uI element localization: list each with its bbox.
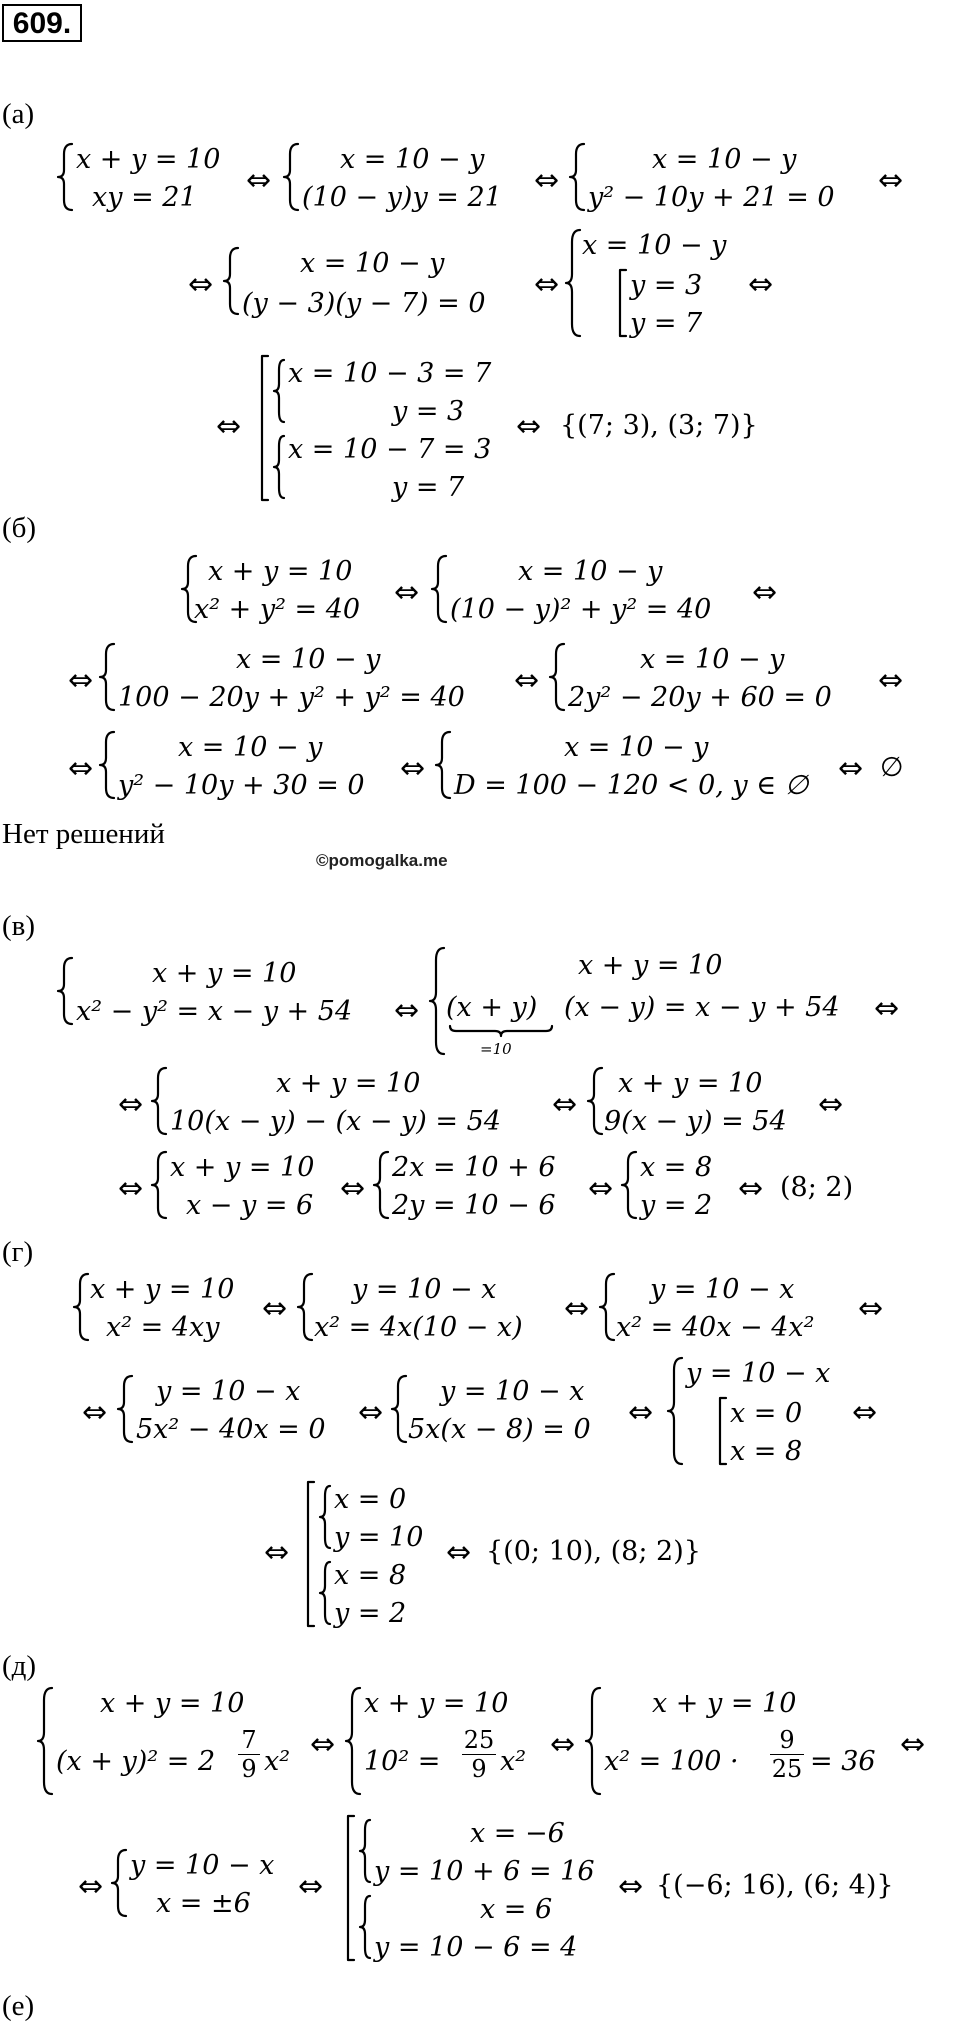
equivalence-icon: ⇔ <box>516 409 542 444</box>
part-b-label: (б) <box>2 512 37 544</box>
underbrace-label: =10 <box>480 1040 512 1058</box>
equation-line: x + y = 10 <box>618 1068 763 1099</box>
equation-line: x + y = 10 <box>76 144 221 175</box>
equivalence-icon: ⇔ <box>752 575 778 610</box>
equation-line: x = ±6 <box>156 1888 251 1919</box>
equivalence-icon: ⇔ <box>534 267 560 302</box>
equation-line: x² = 40x − 4x² <box>616 1312 815 1343</box>
equivalence-icon: ⇔ <box>394 993 420 1028</box>
equivalence-icon: ⇔ <box>818 1087 844 1122</box>
brace-icon <box>588 1066 604 1136</box>
equation-line: x + y = 10 <box>170 1152 315 1183</box>
equation-line: (x − y) = x − y + 54 <box>564 992 840 1023</box>
equation-line: x = 6 <box>480 1894 553 1925</box>
brace-icon <box>392 1374 408 1444</box>
brace-icon <box>320 1560 332 1626</box>
empty-set-answer: ∅ <box>880 752 904 783</box>
brace-icon <box>284 142 300 212</box>
equation-line: y = 3 <box>630 270 703 301</box>
brace-icon <box>432 554 448 624</box>
brace-icon <box>436 730 452 800</box>
equivalence-icon: ⇔ <box>874 991 900 1026</box>
equation-line: 2x = 10 + 6 <box>392 1152 556 1183</box>
brace-icon <box>570 142 586 212</box>
answer: (8; 2) <box>780 1172 854 1203</box>
brace-icon <box>58 956 74 1026</box>
equivalence-icon: ⇔ <box>264 1535 290 1570</box>
equation-line: y = 2 <box>334 1598 407 1629</box>
equation-line: xy = 21 <box>92 182 197 213</box>
brace-icon <box>360 1818 372 1884</box>
equation-line: x² = 4xy <box>106 1312 220 1343</box>
equation-line: x + y = 10 <box>652 1688 797 1719</box>
equation-line: y = 2 <box>640 1190 713 1221</box>
equation-line: x − y = 6 <box>186 1190 314 1221</box>
equation-line: y = 10 − x <box>156 1376 301 1407</box>
answer: {(7; 3), (3; 7)} <box>560 410 758 441</box>
brace-icon <box>274 434 286 500</box>
equation-line: x = 10 − y <box>640 644 785 675</box>
equivalence-icon: ⇔ <box>852 1395 878 1430</box>
equivalence-icon: ⇔ <box>78 1869 104 1904</box>
equation-line: 10² = <box>364 1746 441 1777</box>
equation-line: x² − y² = x − y + 54 <box>76 996 353 1027</box>
equivalence-icon: ⇔ <box>878 163 904 198</box>
equation-line: x = 8 <box>730 1436 803 1467</box>
brace-icon <box>430 946 446 1056</box>
equation-line: y = 10 − x <box>352 1274 497 1305</box>
brace-icon <box>668 1356 684 1466</box>
equation-line: y = 10 − x <box>650 1274 795 1305</box>
equation-line: y = 10 − x <box>130 1850 275 1881</box>
equivalence-icon: ⇔ <box>400 751 426 786</box>
equivalence-icon: ⇔ <box>446 1535 472 1570</box>
equation-line: x = 10 − y <box>340 144 485 175</box>
brace-icon <box>346 1686 362 1796</box>
equation-line: x² = 4x(10 − x) <box>314 1312 523 1343</box>
equation-line: x + y = 10 <box>276 1068 421 1099</box>
equivalence-icon: ⇔ <box>82 1395 108 1430</box>
equivalence-icon: ⇔ <box>858 1291 884 1326</box>
equivalence-icon: ⇔ <box>188 267 214 302</box>
equation-line: x = −6 <box>470 1818 565 1849</box>
equation-line: x = 10 − y <box>300 248 445 279</box>
equation-line: (x + y)² = 2 <box>56 1746 216 1777</box>
equation-line: (10 − y)² + y² = 40 <box>450 594 712 625</box>
brace-icon <box>58 142 74 212</box>
equivalence-icon: ⇔ <box>900 1727 926 1762</box>
equivalence-icon: ⇔ <box>534 163 560 198</box>
equivalence-icon: ⇔ <box>394 575 420 610</box>
equivalence-icon: ⇔ <box>118 1087 144 1122</box>
bracket-icon <box>346 1814 356 1962</box>
brace-icon <box>566 228 582 338</box>
equation-line: x = 10 − y <box>582 230 727 261</box>
equation-line: = 36 <box>810 1746 876 1777</box>
equation-line: x = 8 <box>334 1560 407 1591</box>
equation-line: 2y = 10 − 6 <box>392 1190 556 1221</box>
equivalence-icon: ⇔ <box>564 1291 590 1326</box>
brace-icon <box>550 642 566 712</box>
bracket-icon <box>718 1396 728 1466</box>
equivalence-icon: ⇔ <box>628 1395 654 1430</box>
equation-line: (x + y) <box>446 992 538 1023</box>
equation-line: y² − 10y + 30 = 0 <box>118 770 365 801</box>
part-e-label: (е) <box>2 1990 35 2022</box>
equivalence-icon: ⇔ <box>216 409 242 444</box>
brace-icon <box>152 1150 168 1220</box>
answer: {(−6; 16), (6; 4)} <box>656 1870 894 1901</box>
fraction: 7 9 <box>238 1728 260 1781</box>
equation-line: y = 10 − x <box>686 1358 831 1389</box>
part-d-label: (д) <box>2 1650 37 1682</box>
equation-line: x = 10 − y <box>564 732 709 763</box>
equation-line: y = 10 <box>334 1522 424 1553</box>
equation-line: x² <box>500 1746 527 1777</box>
equivalence-icon: ⇔ <box>514 663 540 698</box>
fraction: 25 9 <box>463 1726 495 1783</box>
equation-line: 5x² − 40x = 0 <box>136 1414 326 1445</box>
part-a-label: (а) <box>2 98 35 130</box>
equation-line: x + y = 10 <box>152 958 297 989</box>
equivalence-icon: ⇔ <box>358 1395 384 1430</box>
equation-line: x + y = 10 <box>100 1688 245 1719</box>
watermark: ©pomogalka.me <box>316 851 448 870</box>
equation-line: x = 0 <box>334 1484 407 1515</box>
part-g-label: (г) <box>2 1236 34 1268</box>
equation-line: x² = 100 · <box>604 1746 739 1777</box>
equivalence-icon: ⇔ <box>738 1171 764 1206</box>
equation-line: x = 10 − y <box>178 732 323 763</box>
equivalence-icon: ⇔ <box>618 1869 644 1904</box>
equivalence-icon: ⇔ <box>748 267 774 302</box>
equation-line: x + y = 10 <box>364 1688 509 1719</box>
equivalence-icon: ⇔ <box>588 1171 614 1206</box>
equation-line: 5x(x − 8) = 0 <box>408 1414 591 1445</box>
brace-icon <box>622 1150 638 1220</box>
equation-line: y = 7 <box>392 472 465 503</box>
equation-line: y = 10 − x <box>440 1376 585 1407</box>
equation-line: x + y = 10 <box>208 556 353 587</box>
equation-line: 10(x − y) − (x − y) = 54 <box>170 1106 501 1137</box>
equivalence-icon: ⇔ <box>262 1291 288 1326</box>
brace-icon <box>274 358 286 424</box>
equation-line: 100 − 20y + y² + y² = 40 <box>118 682 465 713</box>
bracket-icon <box>306 1480 316 1628</box>
equation-line: x = 10 − 7 = 3 <box>288 434 492 465</box>
fraction: 9 25 <box>771 1726 803 1783</box>
equivalence-icon: ⇔ <box>340 1171 366 1206</box>
equivalence-icon: ⇔ <box>246 163 272 198</box>
brace-icon <box>118 1374 134 1444</box>
bracket-icon <box>260 354 270 502</box>
equation-line: (10 − y)y = 21 <box>302 182 502 213</box>
equation-line: D = 100 − 120 < 0, y ∈ ∅ <box>454 770 809 801</box>
equivalence-icon: ⇔ <box>550 1727 576 1762</box>
equivalence-icon: ⇔ <box>838 751 864 786</box>
brace-icon <box>600 1272 616 1342</box>
equation-line: y = 10 − 6 = 4 <box>374 1932 578 1963</box>
problem-number: 609. <box>2 4 82 42</box>
brace-icon <box>298 1272 314 1342</box>
equation-line: x + y = 10 <box>578 950 723 981</box>
brace-icon <box>152 1066 168 1136</box>
equation-line: x² <box>264 1746 291 1777</box>
equation-line: x = 10 − y <box>518 556 663 587</box>
brace-icon <box>224 246 240 316</box>
equation-line: x = 10 − 3 = 7 <box>288 358 492 389</box>
equation-line: x = 0 <box>730 1398 803 1429</box>
brace-icon <box>112 1848 128 1918</box>
brace-icon <box>100 730 116 800</box>
equation-line: 9(x − y) = 54 <box>604 1106 787 1137</box>
part-v-label: (в) <box>2 910 36 942</box>
equation-line: x = 8 <box>640 1152 713 1183</box>
brace-icon <box>100 642 116 712</box>
brace-icon <box>38 1686 54 1796</box>
equivalence-icon: ⇔ <box>298 1869 324 1904</box>
equivalence-icon: ⇔ <box>878 663 904 698</box>
brace-icon <box>586 1686 602 1796</box>
brace-icon <box>360 1894 372 1960</box>
brace-icon <box>320 1484 332 1550</box>
equation-line: (y − 3)(y − 7) = 0 <box>242 288 486 319</box>
brace-icon <box>74 1272 90 1342</box>
equation-line: 2y² − 20y + 60 = 0 <box>568 682 832 713</box>
bracket-icon <box>618 268 628 338</box>
equation-line: x = 10 − y <box>652 144 797 175</box>
equation-line: y = 10 + 6 = 16 <box>374 1856 595 1887</box>
answer: {(0; 10), (8; 2)} <box>486 1536 701 1567</box>
equation-line: y = 3 <box>392 396 465 427</box>
equivalence-icon: ⇔ <box>68 751 94 786</box>
equation-line: y² − 10y + 21 = 0 <box>588 182 835 213</box>
brace-icon <box>374 1150 390 1220</box>
equivalence-icon: ⇔ <box>552 1087 578 1122</box>
equation-line: x² + y² = 40 <box>194 594 361 625</box>
equivalence-icon: ⇔ <box>68 663 94 698</box>
equation-line: x = 10 − y <box>236 644 381 675</box>
equation-line: x + y = 10 <box>90 1274 235 1305</box>
equivalence-icon: ⇔ <box>118 1171 144 1206</box>
underbrace-icon <box>448 1024 554 1038</box>
no-solutions-text: Нет решений <box>2 818 165 850</box>
equivalence-icon: ⇔ <box>310 1727 336 1762</box>
equation-line: y = 7 <box>630 308 703 339</box>
